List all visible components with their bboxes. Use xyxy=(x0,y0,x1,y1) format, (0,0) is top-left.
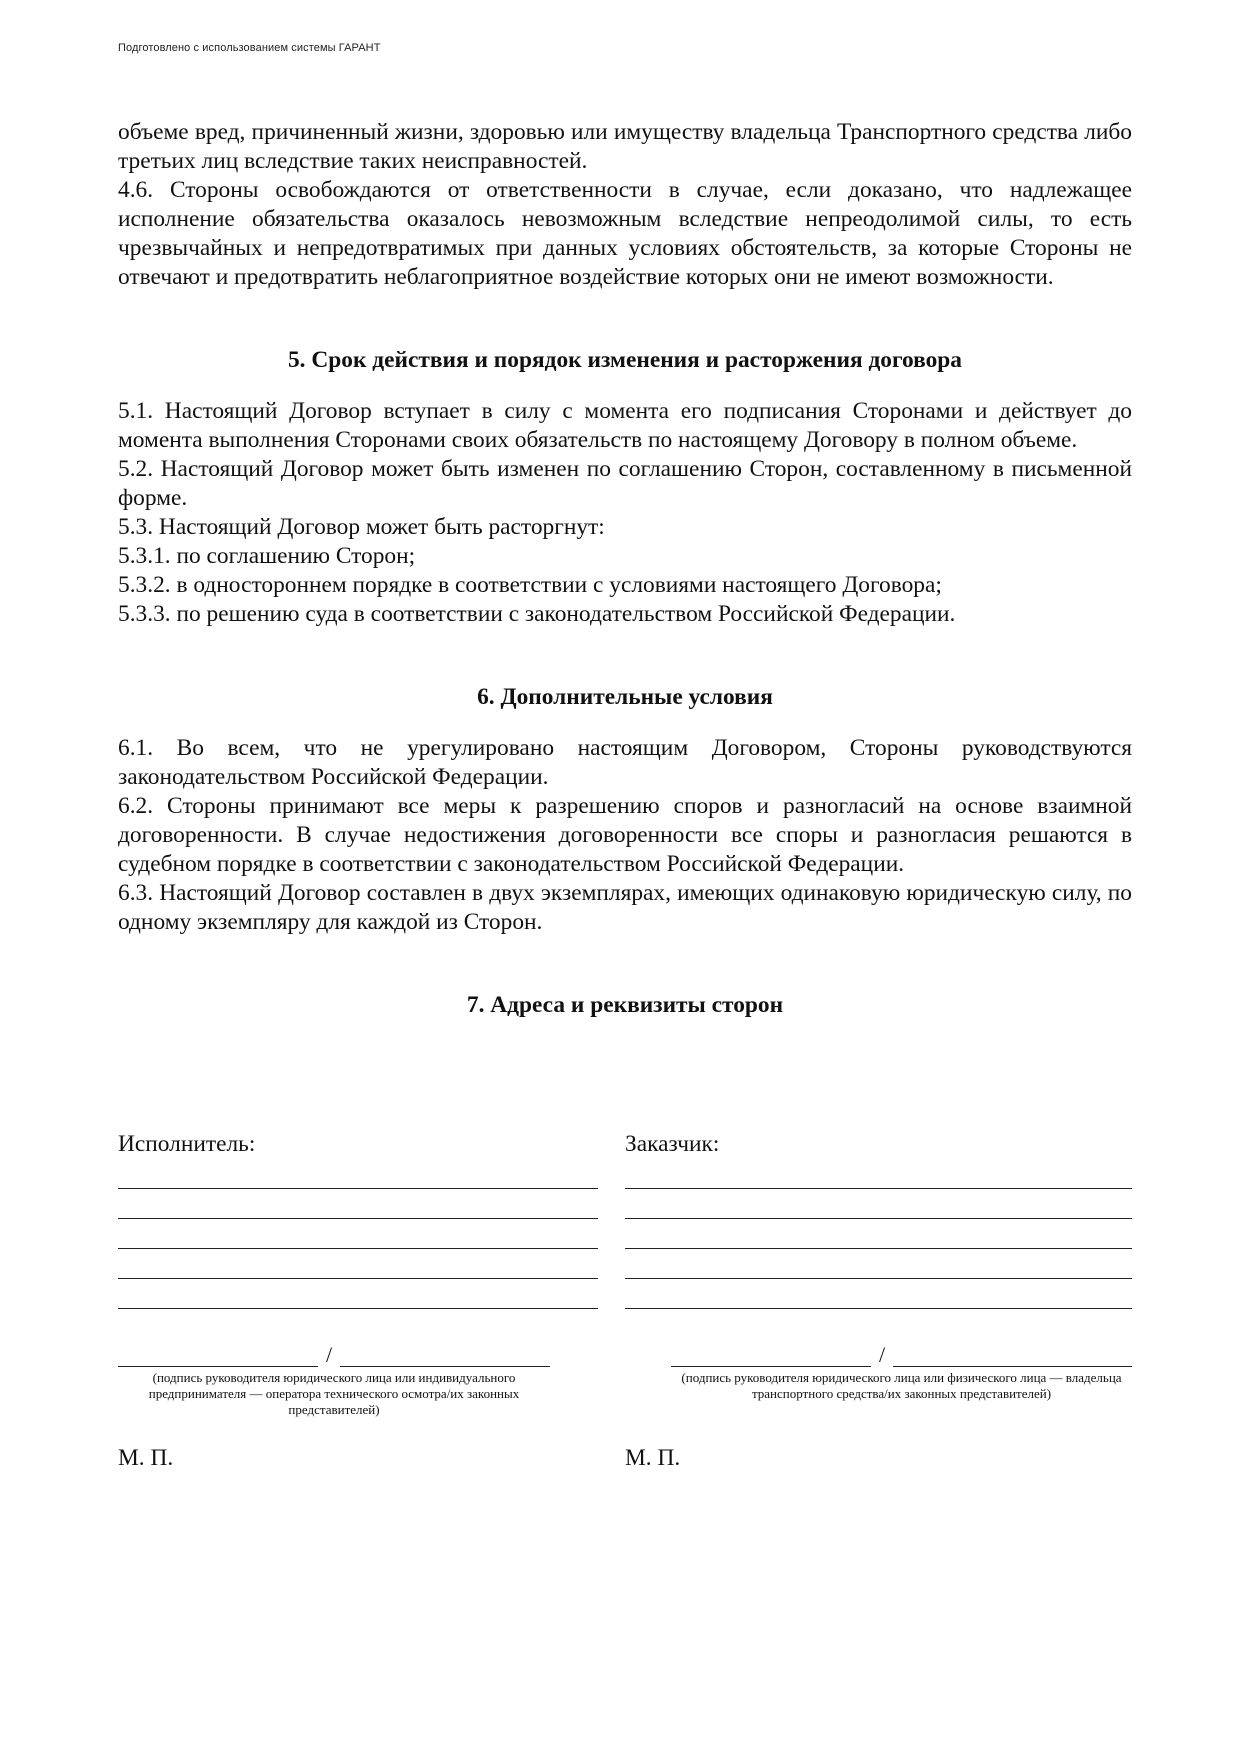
executor-name-line xyxy=(340,1366,550,1367)
section-7-title: 7. Адреса и реквизиты сторон xyxy=(466,992,784,1018)
section-6-title: 6. Дополнительные условия xyxy=(477,684,773,710)
clause-5-2: 5.2. Настоящий Договор может быть изменен по соглашению Сторон, составленному в письменной форме. xyxy=(118,456,1132,511)
customer-signature-note: (подпись руководителя юридического лица или физического лица — владельца транспортного средства/их законных представителей) xyxy=(681,1370,1122,1401)
section-5-title: 5. Срок действия и порядок изменения и расторжения договора xyxy=(287,347,962,373)
executor-label: Исполнитель: xyxy=(118,1131,256,1157)
customer-line-3 xyxy=(625,1248,1132,1249)
parties-requisites xyxy=(118,1130,1132,1480)
executor-signature-note: (подпись руководителя юридического лица или индивидуального предпринимателя — оператора технического осмотра/их законных представителей) xyxy=(148,1370,520,1417)
executor-signature-slash: / xyxy=(326,1342,333,1367)
clause-5-1: 5.1. Настоящий Договор вступает в силу с момента его подписания Сторонами и действует до момента выполнения Сторонами своих обязательств по настоящему Договору в полном объеме. xyxy=(118,398,1132,453)
clause-5-3-2: 5.3.2. в одностороннем порядке в соответствии с условиями настоящего Договора; xyxy=(118,572,942,598)
header-note: Подготовлено с использованием системы ГАРАНТ xyxy=(118,42,381,54)
customer-line-5 xyxy=(625,1308,1132,1309)
executor-signature-line xyxy=(118,1366,318,1367)
customer-name-line xyxy=(893,1366,1132,1367)
clause-5-3-1: 5.3.1. по соглашению Сторон; xyxy=(118,543,416,569)
customer-line-4 xyxy=(625,1278,1132,1279)
customer-signature-slash: / xyxy=(879,1342,886,1367)
document-body xyxy=(118,118,1132,1020)
customer-stamp: М. П. xyxy=(625,1445,681,1471)
paragraph-intro-1: объеме вред, причиненный жизни, здоровью или имуществу владельца Транспортного средства либо третьих лиц вследствие таких неисправностей. xyxy=(118,119,1132,174)
clause-5-3-3: 5.3.3. по решению суда в соответствии с законодательством Российской Федерации. xyxy=(118,601,956,627)
executor-line-3 xyxy=(118,1248,598,1249)
paragraph-4-6: 4.6. Стороны освобождаются от ответственности в случае, если доказано, что надлежащее исполнение обязательства оказалось невозможным вследствие непреодолимой силы, то есть чрезвычайных и непредотвратимых при данных условиях обстоятельств, за которые Стороны не отвечают и предотвратить неблагоприятное воздействие которых они не имеют возможности. xyxy=(118,177,1132,290)
clause-6-3: 6.3. Настоящий Договор составлен в двух экземплярах, имеющих одинаковую юридическую силу, по одному экземпляру для каждой из Сторон. xyxy=(118,880,1132,935)
clause-6-1: 6.1. Во всем, что не урегулировано настоящим Договором, Стороны руководствуются законодательством Российской Федерации. xyxy=(118,735,1132,790)
executor-line-5 xyxy=(118,1308,598,1309)
customer-signature-line xyxy=(671,1366,871,1367)
executor-line-1 xyxy=(118,1188,598,1189)
executor-line-4 xyxy=(118,1278,598,1279)
executor-stamp: М. П. xyxy=(118,1445,174,1471)
executor-line-2 xyxy=(118,1218,598,1219)
clause-6-2: 6.2. Стороны принимают все меры к разрешению споров и разногласий на основе взаимной договоренности. В случае недостижения договоренности все споры и разногласия решаются в судебном порядке в соответствии с законодательством Российской Федерации. xyxy=(118,793,1132,877)
customer-line-1 xyxy=(625,1188,1132,1189)
clause-5-3: 5.3. Настоящий Договор может быть расторгнут: xyxy=(118,514,605,540)
customer-line-2 xyxy=(625,1218,1132,1219)
customer-label: Заказчик: xyxy=(625,1131,720,1157)
